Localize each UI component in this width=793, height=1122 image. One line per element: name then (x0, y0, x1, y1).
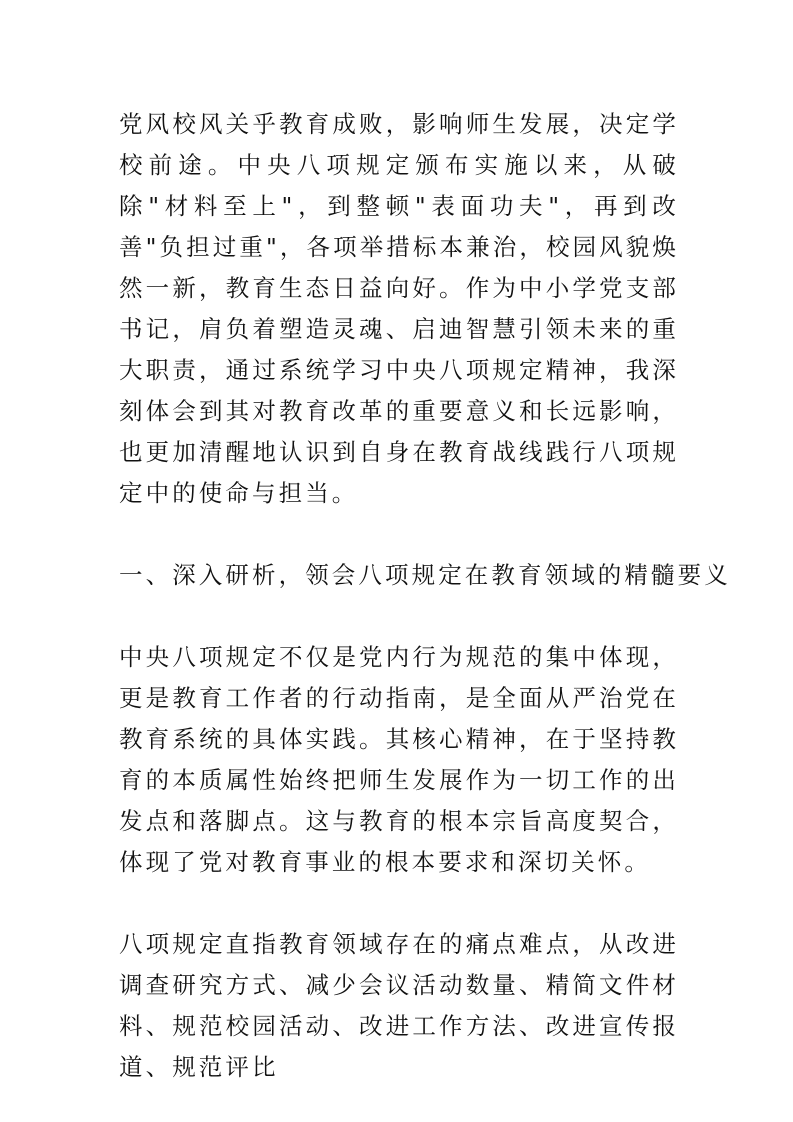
document-page (119, 104, 731, 1088)
intro-paragraph: 党风校风关乎教育成败，影响师生发展，决定学校前途。中央八项规定颁布实施以来，从破除"材料至上"，到整顿"表面功夫"，再到改善"负担过重"，各项举措标本兼治，校园风貌焕然一新，教育生态日益向好。作为中小学党支部书记，肩负着塑造灵魂、启迪智慧引领未来的重大职责，通过系统学习中央八项规定精神，我深刻体会到其对教育改革的重要意义和长远影响，也更加清醒地认识到自身在教育战线践行八项规定中的使命与担当。 (119, 110, 679, 507)
section-heading: 一、深入研析，领会八项规定在教育领域的精髓要义 (119, 561, 731, 589)
paragraph-spacer (119, 514, 679, 555)
body-paragraph: 中央八项规定不仅是党内行为规范的集中体现，更是教育工作者的行动指南，是全面从严治党在教育系统的具体实践。其核心精神，在于坚持教育的本质属性始终把师生发展作为一切工作的出发点和落脚点。这与教育的根本宗旨高度契合，体现了党对教育事业的根本要求和深切关怀。 (119, 643, 679, 876)
paragraph-spacer (119, 596, 679, 637)
body-paragraph: 八项规定直指教育领域存在的痛点难点，从改进调查研究方式、减少会议活动数量、精简文件材料、规范校园活动、改进工作方法、改进宣传报道、规范评比 (119, 930, 679, 1081)
paragraph-spacer (119, 883, 679, 924)
